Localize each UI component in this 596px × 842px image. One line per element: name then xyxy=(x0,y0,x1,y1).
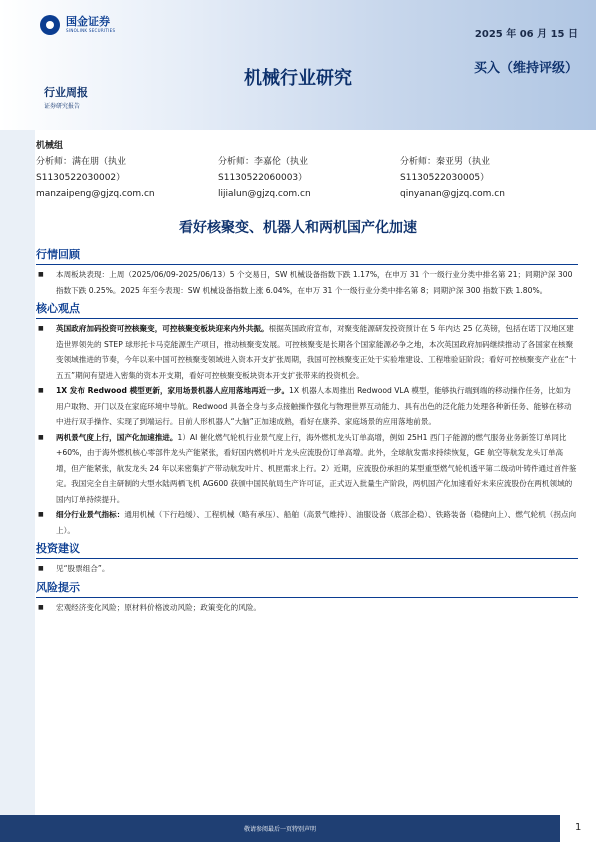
logo-text xyxy=(66,16,115,34)
page-number: 1 xyxy=(575,822,582,833)
risk-list xyxy=(36,600,578,616)
report-subtype: 证券研究报告 xyxy=(44,103,81,110)
logo-circle-icon xyxy=(40,15,60,35)
list-item: ■ 宏观经济变化风险；原材料价格波动风险；政策变化的风险。 xyxy=(36,600,578,616)
list-item: ■ 本周板块表现：上周（2025/06/09-2025/06/13）5 个交易日，SW 机械设备指数下跌 1.17%，在申万 31 个一级行业分类中排名第 21；同期沪深 300 指数下跌 0.25%。2025 年至今表现：SW 机械设备指数上涨 6.04%，在申万 31 个一级行业分类中排名第 8；同期沪深 300 指数下跌 1.80%。 xyxy=(36,267,578,298)
report-header xyxy=(0,0,596,130)
analyst-cert: S1130522060003） xyxy=(218,173,308,183)
analyst-2 xyxy=(218,154,311,202)
analyst-email[interactable]: lijialun@gjzq.com.cn xyxy=(218,189,311,199)
analyst-3 xyxy=(400,154,505,202)
footer-disclaimer-note: 敬请参阅最后一页特别声明 xyxy=(243,826,316,833)
analyst-name: 分析师：满在朋（执业 xyxy=(36,157,127,167)
analyst-cert: S1130522030005） xyxy=(400,173,490,183)
views-list xyxy=(36,321,578,538)
report-date: 2025 年 06 月 15 日 xyxy=(474,29,578,40)
analyst-name: 分析师：李嘉伦（执业 xyxy=(218,157,309,167)
analyst-email[interactable]: manzaipeng@gjzq.com.cn xyxy=(36,189,155,199)
section-title-advice: 投资建议 xyxy=(36,541,578,559)
section-title-risk: 风险提示 xyxy=(36,580,578,598)
report-title: 机械行业研究 xyxy=(244,68,352,89)
list-item: ■ 细分行业景气指标：通用机械（下行趋缓）、工程机械（略有承压）、船舶（高景气维持）、油服设备（底部企稳）、铁路装备（稳健向上）、燃气轮机（拐点向上）。 xyxy=(36,507,578,538)
list-item: ■ 见“股票组合”。 xyxy=(36,561,578,577)
report-content xyxy=(36,247,578,618)
report-type: 行业周报 xyxy=(44,86,88,99)
analyst-name: 分析师：秦亚男（执业 xyxy=(400,157,491,167)
advice-list xyxy=(36,561,578,577)
section-title-review: 行情回顾 xyxy=(36,247,578,265)
analyst-email[interactable]: qinyanan@gjzq.com.cn xyxy=(400,189,505,199)
company-logo xyxy=(40,15,115,35)
list-item: ■ 1X 发布 Redwood 模型更新，家用场景机器人应用落地再近一步。1X 机器人本周推出 Redwood VLA 模型，能够执行端到端的移动操作任务，比如为用户取物、开门以及在家庭环境中导航。Redwood 具备全身与多点接触操作强化与物理世界互动能力、具有出色的泛化能力处理各种新任务、能够在移动中进行双手操作、实现了到端运行。目前人形机器人“大脑”正加速成熟，看好在康养、家庭场景的应用落地前景。 xyxy=(36,383,578,430)
review-list xyxy=(36,267,578,298)
investment-rating: 买入（维持评级） xyxy=(473,61,578,76)
section-title-views: 核心观点 xyxy=(36,301,578,319)
list-item: ■ 两机景气度上行，国产化加速推进。1）AI 催化燃气轮机行业景气度上行，海外燃机龙头订单高增，例如 25H1 西门子能源的燃气服务业务新签订单同比+60%，由于海外燃机核心零部件龙头产能紧张，看好国内燃机叶片龙头应流股份订单高增。此外，全球航发需求持续恢复，GE 航空等航发龙头订单高增，但产能紧张，航发龙头 24 年以来密集扩产带动航发叶片、机匣需求上行。2）近期，应流股份承担的某型重型燃气轮机透平第二级动叶铸件通过首件鉴定。我国完全自主研制的大型水陆两栖飞机 AG600 获颁中国民航局生产许可证，正式迈入批量生产阶段，两机国产化加速看好未来应流股份在两机领域的国内订单持续提升。 xyxy=(36,430,578,508)
analyst-1 xyxy=(36,154,155,202)
list-item: ■ 英国政府加码投资可控核聚变，可控核聚变板块迎来内外共振。根据英国政府宣布，对聚变能源研发投资预计在 5 年内达 25 亿英镑，包括在诺丁汉地区建造世界领先的 STEP 球形托卡马克能源生产项目，推动核聚变发展。可控核聚变是长期各个国家能源必争之地，本次英国政府加码继续推动了各国家在核聚变领域推进的节奏，今年以来中国可控核聚变领域进入资本开支扩张周期，我国可控核聚变正处于实验堆建设、工程堆验证阶段；看好可控核聚变产业在“十五五”期间有望进入密集的资本开支期，看好可控核聚变板块资本开支扩张带来的投资机会。 xyxy=(36,321,578,383)
analyst-cert: S1130522030002） xyxy=(36,173,126,183)
analyst-group: 机械组 xyxy=(36,141,64,151)
logo-chinese-name: 国金证券 xyxy=(66,15,110,28)
main-title: 看好核聚变、机器人和两机国产化加速 xyxy=(179,220,417,236)
logo-english-name: SINOLINK SECURITIES xyxy=(66,28,116,33)
